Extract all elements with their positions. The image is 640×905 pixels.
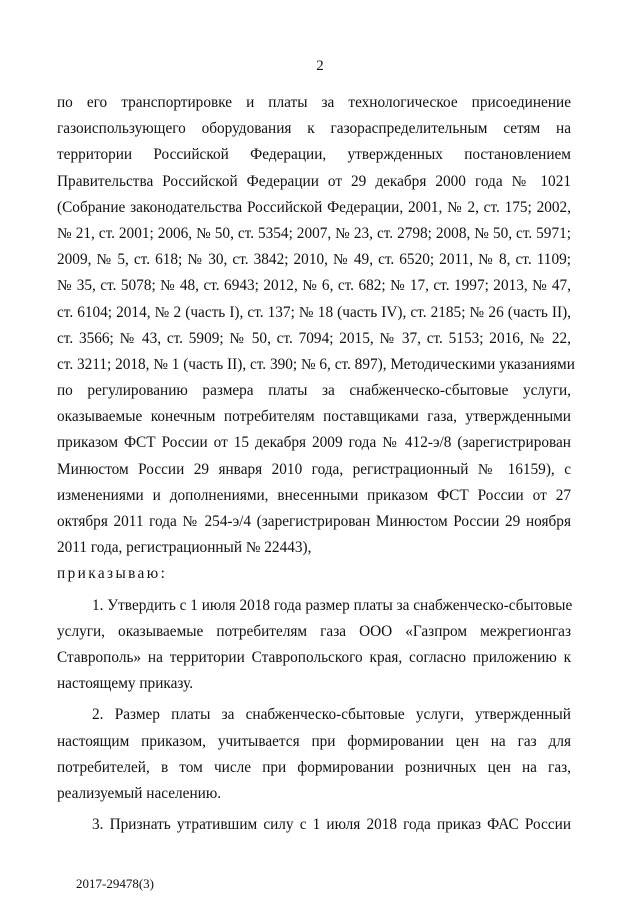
text-line: ст. 6104; 2014, № 2 (часть I), ст. 137; № 18 (часть IV), ст. 2185; № 26 (часть II),	[57, 303, 571, 321]
text-line: Ставрополь» на территории Ставропольского края, согласно приложению к	[57, 648, 571, 666]
text-line: потребителей, в том числе при формировании розничных цен на газ,	[57, 758, 571, 776]
text-line: оказываемые конечным потребителям поставщиками газа, утвержденными	[57, 408, 571, 426]
text-line: (Собрание законодательства Российской Федерации, 2001, № 2, ст. 175; 2002,	[57, 198, 571, 216]
text-line: № 21, ст. 2001; 2006, № 50, ст. 5354; 2007, № 23, ст. 2798; 2008, № 50, ст. 5971;	[57, 224, 571, 242]
text-line: по регулированию размера платы за снабженческо-сбытовые услуги,	[57, 382, 571, 400]
text-line: настоящим приказом, учитывается при формировании цен на газ для	[57, 732, 571, 750]
preamble-paragraph	[57, 90, 575, 561]
text-line: территории Российской Федерации, утвержденных постановлением	[57, 146, 571, 164]
text-line: 3. Признать утратившим силу с 1 июля 2018 года приказ ФАС России	[92, 816, 571, 834]
order-item-3	[57, 812, 571, 838]
page-number: 2	[316, 58, 324, 74]
text-line: газоиспользующего оборудования к газораспределительным сетям на	[57, 120, 571, 138]
order-item-2	[57, 702, 571, 807]
text-line: настоящему приказу.	[57, 675, 194, 693]
order-word: приказываю:	[57, 565, 168, 583]
order-item-1	[57, 593, 571, 698]
text-line: реализуемый населению.	[57, 784, 222, 802]
text-line: Правительства Российской Федерации от 29 декабря 2000 года № 1021	[57, 172, 571, 190]
text-line: 2009, № 5, ст. 618; № 30, ст. 3842; 2010, № 49, ст. 6520; 2011, № 8, ст. 1109;	[57, 251, 571, 269]
text-line: по его транспортировке и платы за технологическое присоединение	[57, 94, 571, 111]
text-line: изменениями и дополнениями, внесенными приказом ФСТ России от 27	[57, 486, 571, 504]
text-line: услуги, оказываемые потребителям газа ООО «Газпром межрегионгаз	[57, 622, 571, 640]
text-line: Минюстом России 29 января 2010 года, регистрационный № 16159), с	[57, 460, 571, 478]
document-body	[57, 90, 575, 838]
text-line: октября 2011 года № 254-э/4 (зарегистрирован Минюстом России 29 ноября	[57, 513, 571, 530]
text-line: приказом ФСТ России от 15 декабря 2009 года № 412-э/8 (зарегистрирован	[57, 434, 571, 452]
text-line: 1. Утвердить с 1 июля 2018 года размер платы за снабженческо-сбытовые	[92, 596, 573, 614]
text-line: ст. 3566; № 43, ст. 5909; № 50, ст. 7094; 2015, № 37, ст. 5153; 2016, № 22,	[57, 329, 571, 347]
text-line: 2011 года, регистрационный № 22443),	[57, 539, 312, 557]
document-code: 2017-29478(3)	[76, 876, 154, 891]
text-line: 2. Размер платы за снабженческо-сбытовые услуги, утвержденный	[92, 706, 571, 724]
text-line: ст. 3211; 2018, № 1 (часть II), ст. 390; № 6, ст. 897), Методическими указаниями	[57, 355, 575, 373]
text-line: № 35, ст. 5078; № 48, ст. 6943; 2012, № 6, ст. 682; № 17, ст. 1997; 2013, № 47,	[57, 277, 571, 295]
